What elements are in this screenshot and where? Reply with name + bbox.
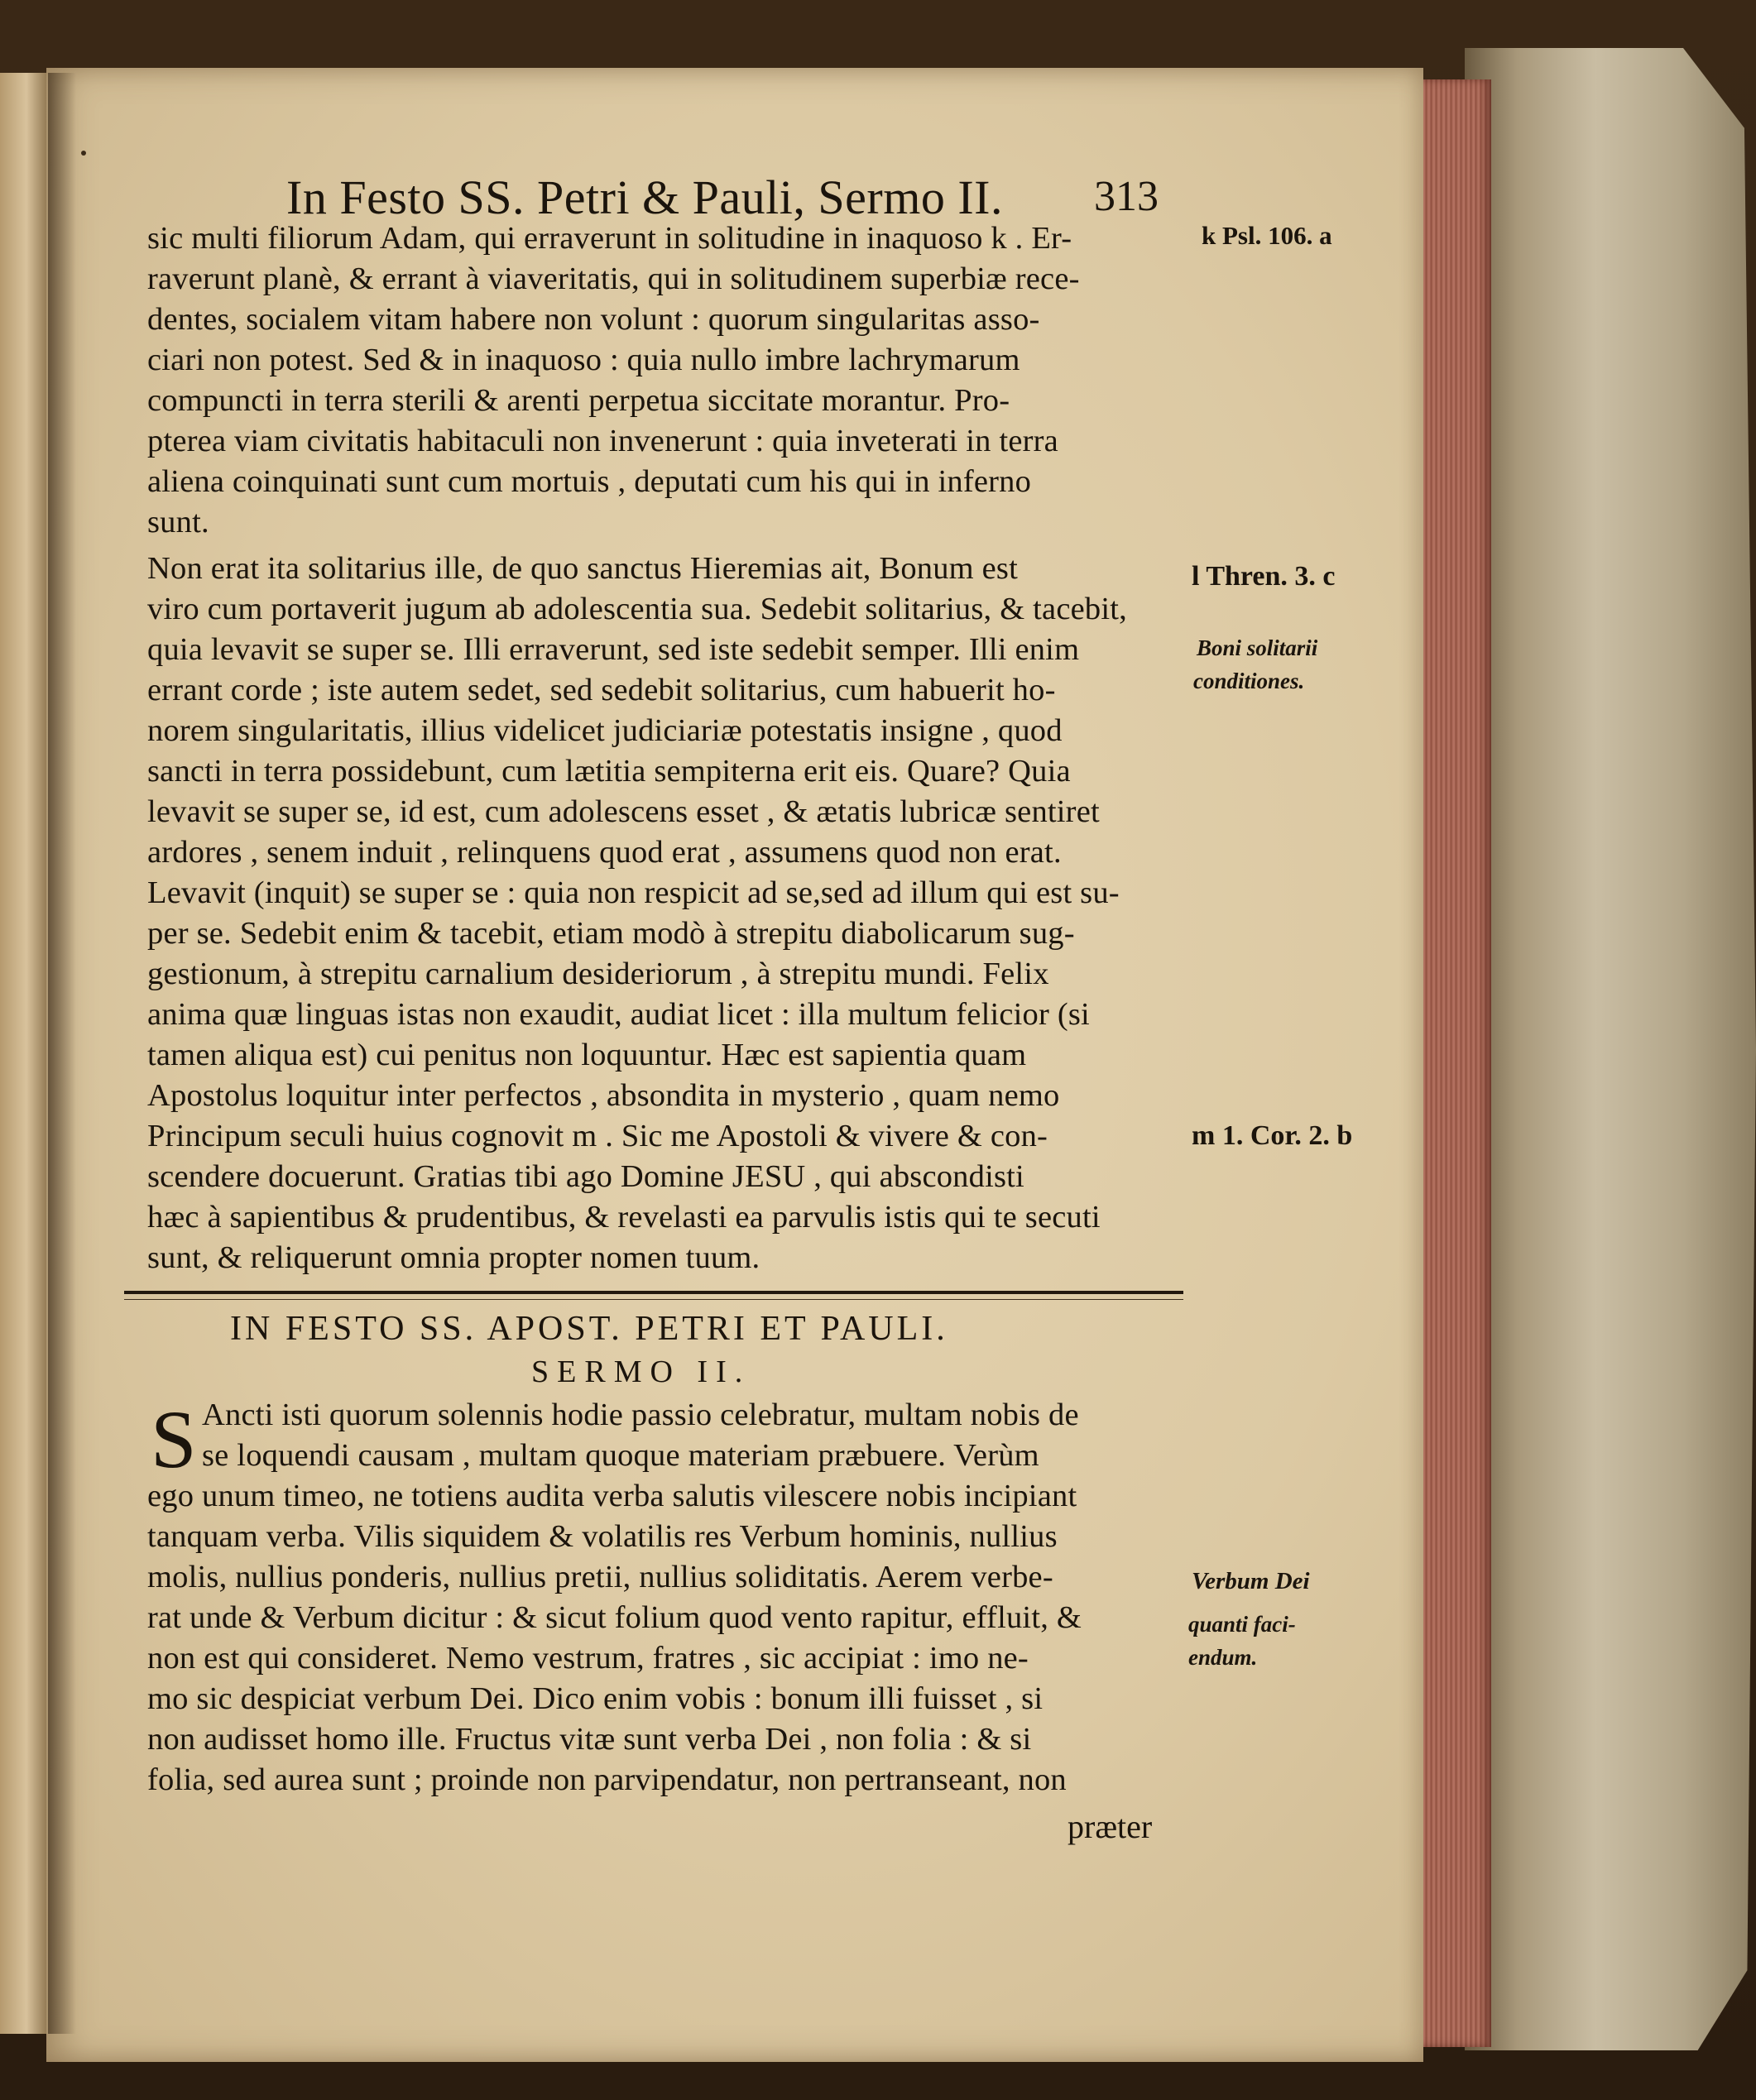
margin-reference: k Psl. 106. a <box>1202 221 1332 250</box>
sermon-line: rat unde & Verbum dicitur : & sicut folium quod vento rapitur, effluit, & <box>147 1600 1082 1635</box>
margin-note: Boni solitarii <box>1197 635 1318 660</box>
body-line: aliena coinquinati sunt cum mortuis , deputati cum his qui in inferno <box>147 464 1032 499</box>
body-line: errant corde ; iste autem sedet, sed sedebit solitarius, cum habuerit ho- <box>147 673 1056 707</box>
section-subtitle: SERMO II. <box>531 1354 751 1389</box>
margin-reference: l Thren. 3. c <box>1192 561 1336 592</box>
margin-reference: m 1. Cor. 2. b <box>1192 1120 1353 1151</box>
sermon-line: non est qui consideret. Nemo vestrum, fratres , sic accipiat : imo ne- <box>147 1641 1029 1676</box>
body-line: scendere docuerunt. Gratias tibi ago Domine JESU , qui abscondisti <box>147 1159 1024 1194</box>
body-line: levavit se super se, id est, cum adolescens esset , & ætatis lubricæ sentiret <box>147 794 1100 829</box>
body-line: tamen aliqua est) cui penitus non loquuntur. Hæc est sapientia quam <box>147 1038 1027 1072</box>
body-line: Principum seculi huius cognovit m . Sic me Apostoli & vivere & con- <box>147 1119 1048 1153</box>
body-line: anima quæ linguas istas non exaudit, audiat licet : illa multum felicior (si <box>147 997 1090 1032</box>
body-line: compuncti in terra sterili & arenti perpetua siccitate morantur. Pro- <box>147 383 1010 418</box>
body-line: quia levavit se super se. Illi erraverunt, sed iste sedebit semper. Illi enim <box>147 632 1080 667</box>
sermon-line: molis, nullius ponderis, nullius pretii, nullius soliditatis. Aerem verbe- <box>147 1560 1053 1594</box>
sermon-line: se loquendi causam , multam quoque materiam præbuere. Verùm <box>202 1438 1039 1473</box>
body-line: viro cum portaverit jugum ab adolescentia sua. Sedebit solitarius, & tacebit, <box>147 592 1127 626</box>
margin-note: conditiones. <box>1193 669 1305 693</box>
drop-capital: S <box>151 1393 197 1485</box>
sermon-line: tanquam verba. Vilis siquidem & volatilis res Verbum hominis, nullius <box>147 1519 1058 1554</box>
sermon-line: mo sic despiciat verbum Dei. Dico enim vobis : bonum illi fuisset , si <box>147 1681 1044 1716</box>
body-line: sic multi filiorum Adam, qui erraverunt in solitudine in inaquoso k . Er- <box>147 221 1072 256</box>
margin-note: quanti faci- <box>1188 1612 1296 1637</box>
body-line: Levavit (inquit) se super se : quia non respicit ad se,sed ad illum qui est su- <box>147 875 1120 910</box>
section-rule-thin <box>124 1299 1183 1300</box>
sermon-line: folia, sed aurea sunt ; proinde non parvipendatur, non pertranseant, non <box>147 1762 1067 1797</box>
body-line: sunt. <box>147 505 209 539</box>
body-line: Apostolus loquitur inter perfectos , absondita in mysterio , quam nemo <box>147 1078 1060 1113</box>
facing-page-edge <box>0 73 50 2034</box>
page-number: 313 <box>1094 173 1159 220</box>
body-line: dentes, socialem vitam habere non volunt : quorum singularitas asso- <box>147 302 1040 337</box>
red-page-edges <box>1417 79 1491 2047</box>
margin-note: Verbum Dei <box>1192 1568 1310 1594</box>
body-line: norem singularitatis, illius videlicet judiciariæ potestatis insigne , quod <box>147 713 1063 748</box>
body-line: ardores , senem induit , relinquens quod erat , assumens quod non erat. <box>147 835 1062 870</box>
body-line: Non erat ita solitarius ille, de quo sanctus Hieremias ait, Bonum est <box>147 551 1019 586</box>
body-line: sancti in terra possidebunt, cum lætitia sempiterna erit eis. Quare? Quia <box>147 754 1071 789</box>
gutter-shadow <box>48 73 76 2034</box>
margin-note: endum. <box>1188 1645 1258 1670</box>
body-line: ciari non potest. Sed & in inaquoso : quia nullo imbre lachrymarum <box>147 343 1020 377</box>
body-line: hæc à sapientibus & prudentibus, & revelasti ea parvulis istis qui te secuti <box>147 1200 1101 1235</box>
body-line: sunt, & reliquerunt omnia propter nomen tuum. <box>147 1240 760 1275</box>
sermon-line: Ancti isti quorum solennis hodie passio celebratur, multam nobis de <box>202 1398 1079 1432</box>
section-title: IN FESTO SS. APOST. PETRI ET PAULI. <box>230 1310 948 1348</box>
body-line: per se. Sedebit enim & tacebit, etiam modò à strepitu diabolicarum sug- <box>147 916 1075 951</box>
body-line: raverunt planè, & errant à viaveritatis, qui in solitudinem superbiæ rece- <box>147 261 1080 296</box>
catchword: præter <box>1068 1808 1153 1845</box>
running-head: In Festo SS. Petri & Pauli, Sermo II. <box>286 170 1003 224</box>
sermon-line: non audisset homo ille. Fructus vitæ sunt verba Dei , non folia : & si <box>147 1722 1032 1757</box>
vellum-cover <box>1465 48 1756 2050</box>
body-line: gestionum, à strepitu carnalium desideriorum , à strepitu mundi. Felix <box>147 957 1049 991</box>
section-rule <box>124 1291 1183 1294</box>
body-line: pterea viam civitatis habitaculi non invenerunt : quia inveterati in terra <box>147 424 1058 458</box>
ink-spot <box>81 151 86 156</box>
sermon-line: ego unum timeo, ne totiens audita verba salutis vilescere nobis incipiant <box>147 1479 1077 1513</box>
